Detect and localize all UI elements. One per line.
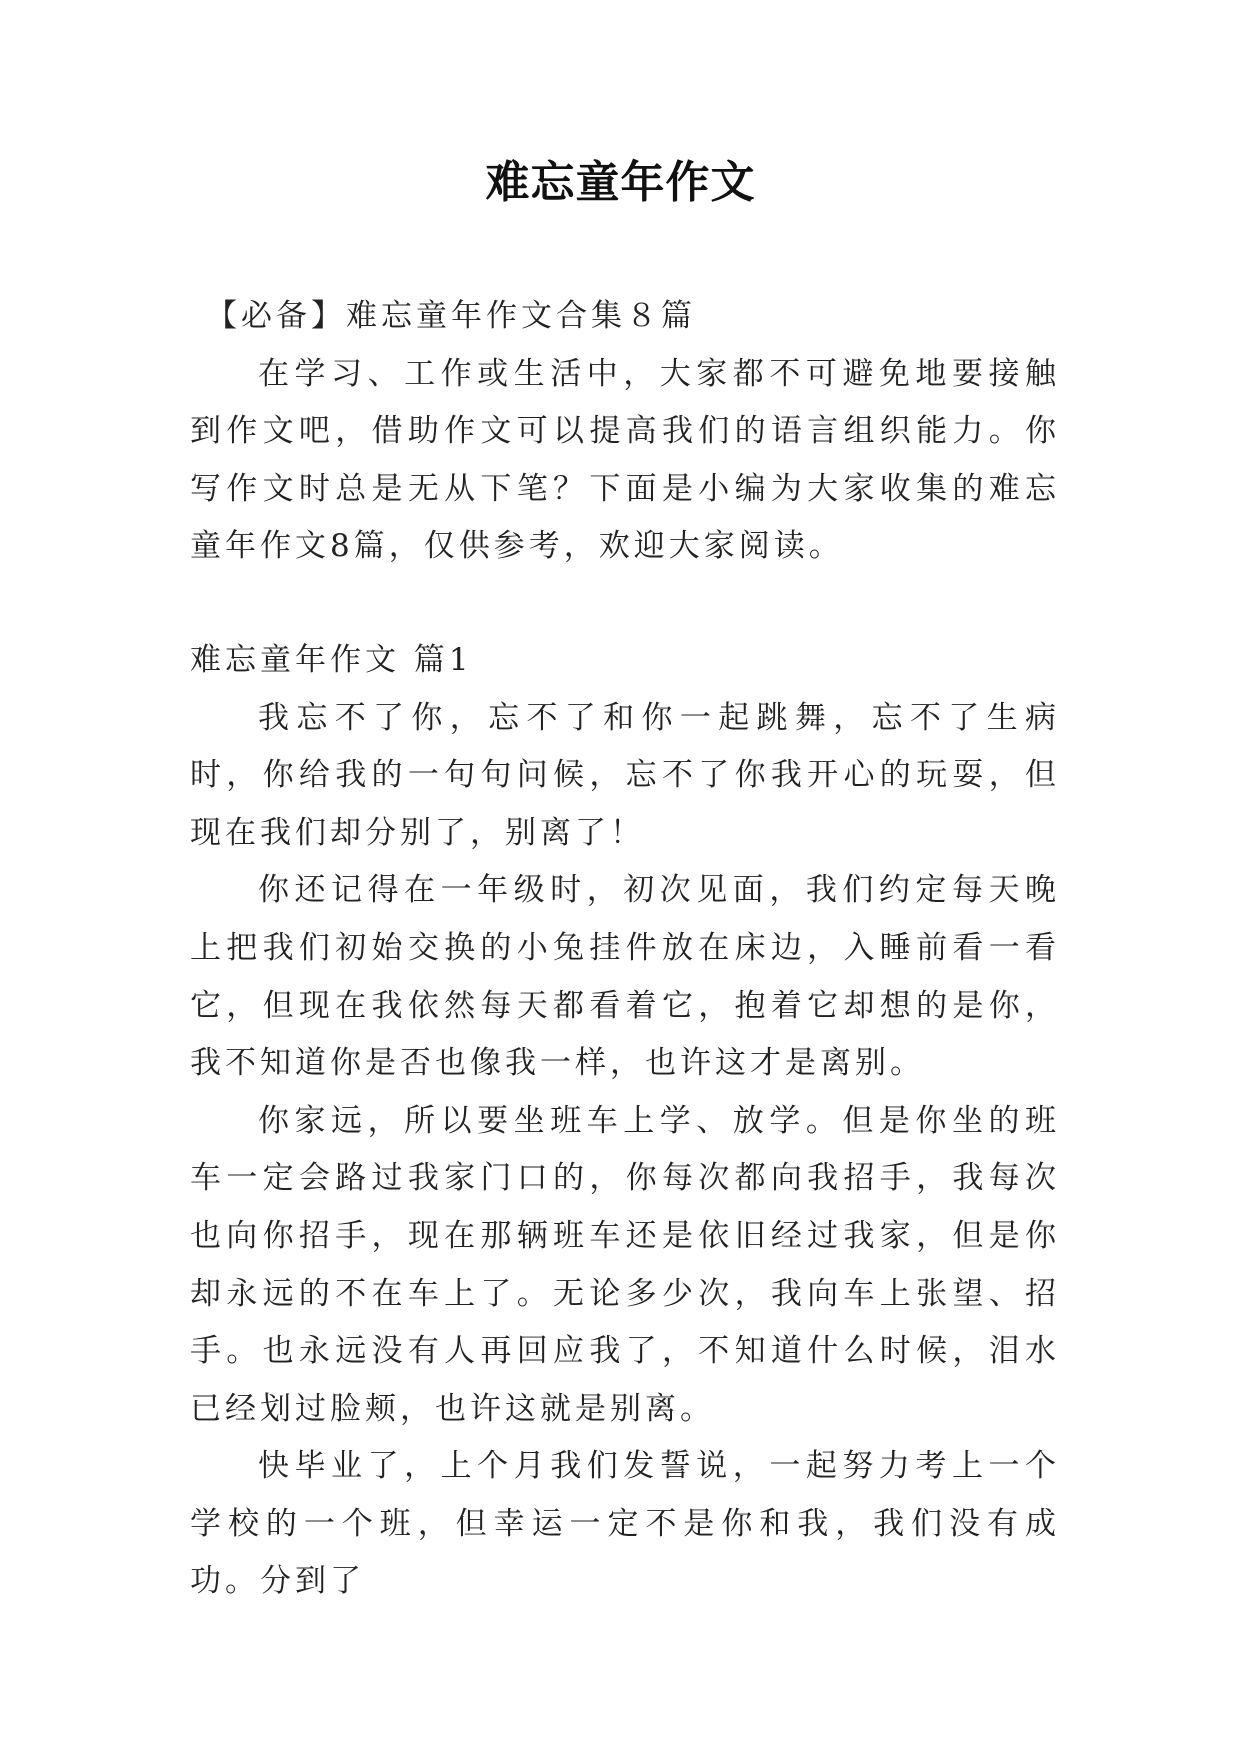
body-paragraph: 我忘不了你，忘不了和你一起跳舞，忘不了生病时，你给我的一句句问候，忘不了你我开心的玩耍，但现在我们却分别了，别离了！ [190,699,1060,851]
body-paragraph: 你家远，所以要坐班车上学、放学。但是你坐的班车一定会路过我家门口的，你每次都向我招手，我每次也向你招手，现在那辆班车还是依旧经过我家，但是你却永远的不在车上了。无论多少次，我向车上张望、招手。也永远没有人再回应我了，不知道什么时候，泪水已经划过脸颊，也许这就是别离。 [190,1102,1060,1427]
body-paragraph: 快毕业了，上个月我们发誓说，一起努力考上一个学校的一个班，但幸运一定不是你和我，我们没有成功。分到了 [190,1448,1060,1600]
document-body [190,288,1060,1611]
body-paragraph: 你还记得在一年级时，初次见面，我们约定每天晚上把我们初始交换的小兔挂件放在床边，入睡前看一看它，但现在我依然每天都看着它，抱着它却想的是你，我不知道你是否也像我一样，也许这才是离别。 [190,872,1060,1082]
document-title: 难忘童年作文 [485,157,756,208]
document-subtitle: 【必备】难忘童年作文合集８篇 [206,298,696,334]
intro-paragraph: 在学习、工作或生活中，大家都不可避免地要接触到作文吧，借助作文可以提高我们的语言组织能力。你写作文时总是无从下笔？下面是小编为大家收集的难忘童年作文8篇，仅供参考，欢迎大家阅读。 [190,355,1060,565]
section-heading: 难忘童年作文 篇1 [190,641,473,678]
